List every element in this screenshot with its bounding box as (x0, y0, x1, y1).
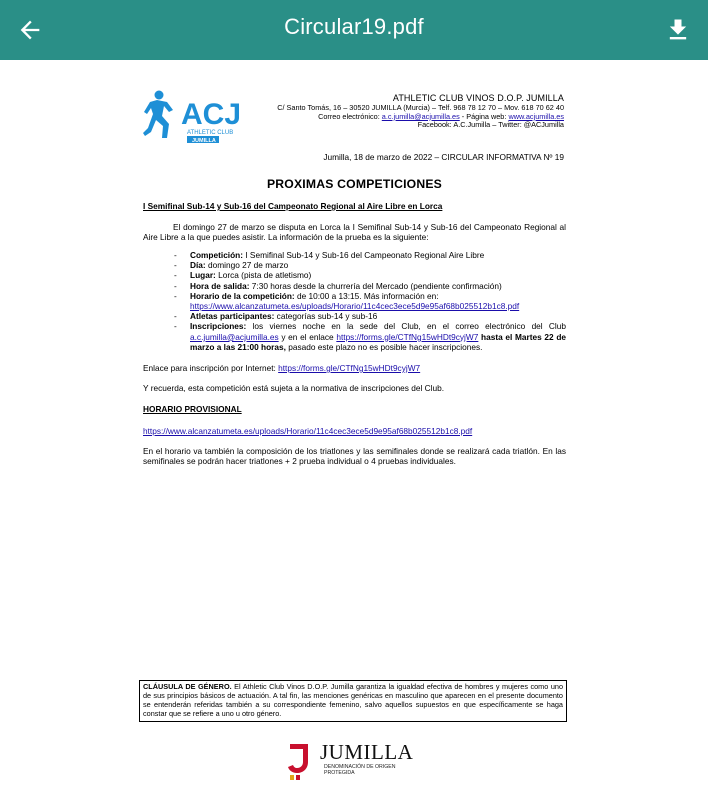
enlace-paragraph (143, 363, 566, 373)
list-item: - Día: domingo 27 de marzo (174, 260, 289, 271)
pdf-page (0, 60, 708, 800)
item-text: los viernes noche en la sede del Club, en el correo electrónico del Club (246, 321, 566, 332)
item-text: I Semifinal Sub-14 y Sub-16 del Campeonato Regional Aire Libre (243, 250, 485, 260)
inscripciones-form-link[interactable]: https://forms.gle/CTfNg15wHDt9cyjW7 (336, 331, 479, 342)
web-prefix: - Página web: (459, 111, 509, 121)
jumilla-mark-icon (286, 742, 312, 780)
list-item-inscripciones: - Inscripciones: los viernes noche en la sede del Club, en el correo electrónico del Club a.c.jumilla@acjumilla.es y en el enlace https://forms.gle/CTfNg15wHDt9cyjW7 hasta el Martes 22 de marzo a las 21:00 horas, pasado este plazo no es posible hacer inscripciones. (174, 321, 567, 352)
list-item: - Atletas participantes: categorías sub-14 y sub-16 (174, 311, 378, 322)
horario-provisional-link[interactable]: https://www.alcanzatumeta.es/uploads/Horario/11c4cec3ece5d9e95af68b025512b1c8.pdf (143, 426, 473, 436)
clausula-box (139, 680, 567, 722)
horario-link[interactable]: https://www.alcanzatumeta.es/uploads/Horario/11c4cec3ece5d9e95af68b025512b1c8.pdf (190, 301, 520, 312)
item-text: Lorca (pista de atletismo) (215, 270, 312, 281)
club-email-link[interactable]: a.c.jumilla@acjumilla.es (381, 111, 460, 121)
footer-sub (324, 764, 395, 776)
intro-paragraph: El domingo 27 de marzo se disputa en Lorca la I Semifinal Sub-14 y Sub-16 del Campeonato Regional al Aire Libre a la que puedes asistir. La información de la prueba es la siguiente: (143, 222, 566, 243)
club-header (277, 93, 564, 130)
deadline-text: hasta el Martes 22 de marzo a las 21:00 horas, (190, 331, 567, 352)
list-item: - Horario de la competición: de 10:00 a 13:15. Más información en: https://www.alcanzatumeta.es/uploads/Horario/11c4cec3ece5d9e95af68b025512b1c8.pdf (174, 290, 520, 312)
enlace-form-link[interactable]: https://forms.gle/CTfNg15wHDt9cyjW7 (278, 363, 421, 373)
horario-title-wrap (143, 404, 566, 414)
item-label: Día: (190, 260, 206, 271)
jumilla-dop-logo (286, 740, 414, 782)
item-text: pasado este plazo no es posible hacer inscripciones. (285, 341, 483, 352)
item-label: Lugar: (190, 270, 216, 281)
inscripciones-email-link[interactable]: a.c.jumilla@acjumilla.es (190, 331, 279, 342)
item-label: Atletas participantes: (190, 311, 275, 322)
clausula-text: El Athletic Club Vinos D.O.P. Jumilla garantiza la igualdad efectiva de hombres y mujeres como uno de sus principios básicos de actuación. A tal fin, las menciones genéricas en masculino que aparecen en el presente documento se entenderán referidas también a su correspondiente femenino, salvo aquellos supuestos en que específicamente se haga constar que se refiere a uno u otro género. (143, 682, 563, 718)
item-text: y en el enlace (278, 331, 337, 342)
club-name: ATHLETIC CLUB VINOS D.O.P. JUMILLA (392, 93, 564, 103)
logo-letters: ACJ (181, 98, 242, 131)
club-web-link[interactable]: www.acjumilla.es (508, 111, 564, 121)
section-title: I Semifinal Sub-14 y Sub-16 del Campeonato Regional al Aire Libre en Lorca (143, 201, 443, 211)
club-address: C/ Santo Tomás, 16 – 30520 JUMILLA (Murcia) – Telf. 968 78 12 70 – Mov. 618 70 62 40 (277, 103, 564, 112)
logo-line2: JUMILLA (192, 138, 216, 144)
page-heading: PROXIMAS COMPETICIONES (266, 177, 443, 191)
item-text: de 10:00 a 13:15. Más información en: (294, 290, 439, 301)
item-label: Inscripciones: (190, 321, 247, 332)
clausula-label: CLÁUSULA DE GÉNERO. (143, 682, 232, 691)
recuerda-paragraph: Y recuerda, esta competición está sujeta a la normativa de inscripciones del Club. (143, 383, 445, 393)
acj-logo (143, 88, 263, 148)
item-text: domingo 27 de marzo (205, 260, 289, 271)
item-text: 7:30 horas desde la churrería del Mercado (pendiente confirmación) (249, 280, 502, 291)
horario-paragraph (143, 426, 566, 436)
document-title: Circular19.pdf (284, 14, 424, 39)
date-line: Jumilla, 18 de marzo de 2022 – CIRCULAR INFORMATIVA Nº 19 (323, 152, 564, 162)
horario-title: HORARIO PROVISIONAL (143, 404, 242, 414)
enlace-text: Enlace para inscripción por Internet: (143, 363, 279, 373)
footer-sub-line2: PROTEGIDA (324, 770, 355, 776)
list-item: - Hora de salida: 7:30 horas desde la churrería del Mercado (pendiente confirmación) (174, 280, 502, 291)
list-item: - Competición: I Semifinal Sub-14 y Sub-16 del Campeonato Regional Aire Libre (174, 250, 485, 260)
footer-brand: JUMILLA (320, 740, 414, 764)
item-label: Horario de la competición: (190, 290, 295, 301)
club-social: Facebook: A.C.Jumilla – Twitter: @ACJumilla (417, 120, 564, 130)
list-item: - Lugar: Lorca (pista de atletismo) (174, 270, 312, 281)
item-text: categorías sub-14 y sub-16 (274, 311, 378, 322)
info-list (143, 250, 566, 352)
app-toolbar (0, 0, 708, 60)
closing-paragraph: En el horario va también la composición de los triatlones y las semifinales donde se realizará cada triatlón. En las semifinales se podrán hacer triatlones + 2 prueba individual o 4 pruebas individuales. (143, 446, 566, 467)
footer-sub-line1: DENOMINACIÓN DE ORIGEN (324, 764, 396, 770)
logo-line1: ATHLETIC CLUB (187, 130, 234, 136)
email-prefix: Correo electrónico: (318, 111, 382, 121)
download-icon[interactable] (664, 16, 692, 44)
item-label: Hora de salida: (190, 280, 250, 291)
item-label: Competición: (190, 250, 244, 260)
